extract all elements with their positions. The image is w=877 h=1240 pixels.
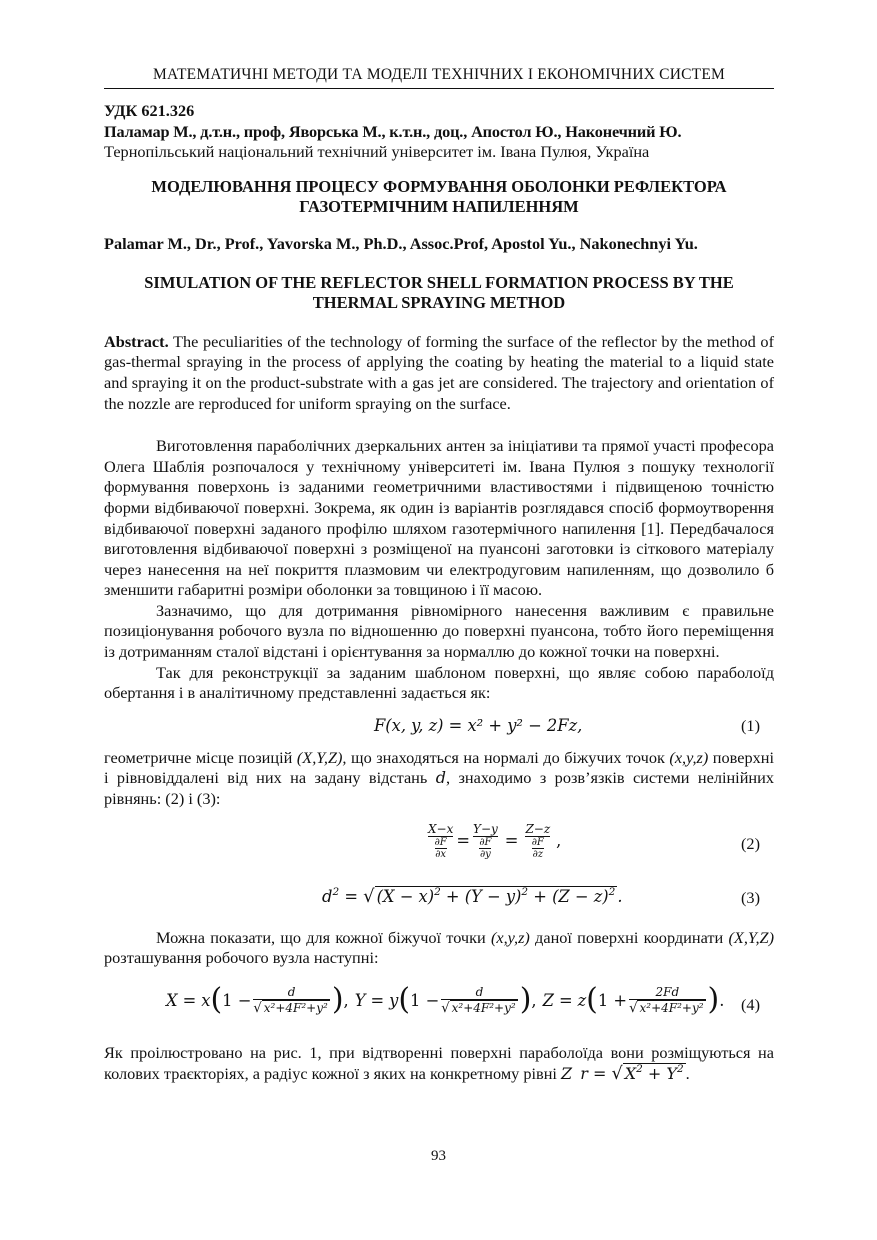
abstract-text: The peculiarities of the technology of forming the surface of the reflector by the method of gas-thermal spraying in the process of applying the coating by heating the material to a liquid state and spraying it on the product-substrate with a gas jet are considered. The trajectory and orientation of the nozzle are reproduced for uniform spraying on the surface. (104, 331, 774, 413)
equation-2-body: $\frac{X-x}{\frac{\partial F}{\partial x}}$ = $\frac{Y-y}{\frac{\partial F}{\partial y}}$ = $\frac{Z-z}{\frac{\partial F}{\partial z}}$ , (428, 821, 562, 860)
title-en (104, 273, 774, 314)
authors-ua: Паламар М., д.т.н., проф, Яворська М., к.т.н., доц., Апостол Ю., Наконечний Ю. (104, 121, 682, 141)
equation-3-number: (3) (741, 887, 760, 907)
body-paragraph-6: Як проілюстровано на рис. 1, при відтворенні поверхні параболоїда вони розміщуються на колових траєкторіях, а радіус кожної з яких на конкретному рівні Z r = √ $X^2 + Y^2$ . (104, 1042, 774, 1085)
equation-3-body: $d^2$ = √ $(X - x)^2 + (Y - y)^2 + (Z - z)^2$ . (322, 885, 623, 907)
running-header: МАТЕМАТИЧНІ МЕТОДИ ТА МОДЕЛІ ТЕХНІЧНИХ І ЕКОНОМІЧНИХ СИСТЕМ (104, 66, 774, 89)
title-en-line1: SIMULATION OF THE REFLECTOR SHELL FORMATION PROCESS BY THE (144, 272, 734, 292)
equation-4-body: X = x ( 1 − $\frac{d}{\text{√ x²+4F²+y²}}$ ) , Y = y ( 1 − $\frac{d}{\text{√ x²+4F²+y²}}$ ) , Z = z ( 1 + $\frac{2Fd}{\text{√ x²+4F²+y²}}$ ) . (166, 982, 725, 1018)
paper-page (104, 66, 774, 1085)
affiliation-ua: Тернопільський національний технічний університет ім. Івана Пулюя, Україна (104, 142, 650, 162)
body-paragraph-3: Так для реконструкції за заданим шаблоном поверхні, що являє собою параболоїд обертання і в аналітичному представленні задається як: (104, 662, 774, 703)
equation-1 (104, 710, 774, 744)
title-en-line2: THERMAL SPRAYING METHOD (312, 293, 566, 313)
equation-2 (104, 816, 774, 876)
title-ua-line1: МОДЕЛЮВАННЯ ПРОЦЕСУ ФОРМУВАННЯ ОБОЛОНКИ РЕФЛЕКТОРА (151, 176, 727, 196)
abstract (104, 332, 774, 414)
equation-4-number: (4) (741, 994, 760, 1014)
authors-en: Palamar M., Dr., Prof., Yavorska M., Ph.D., Assoc.Prof, Apostol Yu., Nakonechnyi Yu. (104, 233, 698, 253)
equation-1-number: (1) (741, 715, 760, 735)
udk-code: УДК 621.326 (104, 101, 195, 120)
abstract-label: Abstract. (104, 331, 169, 351)
page-number: 93 (431, 1148, 446, 1164)
body-paragraph-4: геометричне місце позицій (X,Y,Z), що знаходяться на нормалі до біжучих точок (x,y,z) поверхні і рівновіддалені від них на задану відстань d, знаходимо з розв’язків системи нелінійних рівнянь: (2) і (3): (104, 747, 774, 809)
body-paragraph-1: Виготовлення параболічних дзеркальних антен за ініціативи та прямої участі професора Олега Шаблія розпочалося у технічному університеті ім. Івана Пулюя з пошуку технології формування поверхонь із заданими геометричними властивостями і підвищеною точністю форми відбиваючої поверхні. Зокрема, як один із варіантів розглядався спосіб формоутворення відбиваючої поверхні заданого профілю шляхом газотермічного напилення [1]. Передбачалося виготовлення відбиваючої поверхні з розміщеної на пуансоні заготовки із сіткового матеріалу через нанесення на неї покриття плазмовим чи електродуговим напиленням, що дозволило б зменшити габаритні розміри оболонки за товщиною і її масою. (104, 436, 774, 600)
equation-3 (104, 878, 774, 918)
body-paragraph-2: Зазначимо, що для дотримання рівномірного нанесення важливим є правильне позиціонування робочого вузла по відношенню до поверхні пуансона, тобто його переміщення із дотриманням сталої відстані і орієнтування за нормаллю до кожної точки на поверхні. (104, 600, 774, 662)
title-ua (104, 177, 774, 218)
equation-1-body: F(x, y, z) = x² + y² − 2Fz, (374, 715, 583, 735)
equation-4 (104, 975, 774, 1031)
equation-2-number: (2) (741, 833, 760, 853)
title-ua-line2: ГАЗОТЕРМІЧНИМ НАПИЛЕННЯМ (299, 197, 579, 217)
body-paragraph-5: Можна показати, що для кожної біжучої точки (x,y,z) даної поверхні координати (X,Y,Z) розташування робочого вузла наступні: (104, 927, 774, 968)
